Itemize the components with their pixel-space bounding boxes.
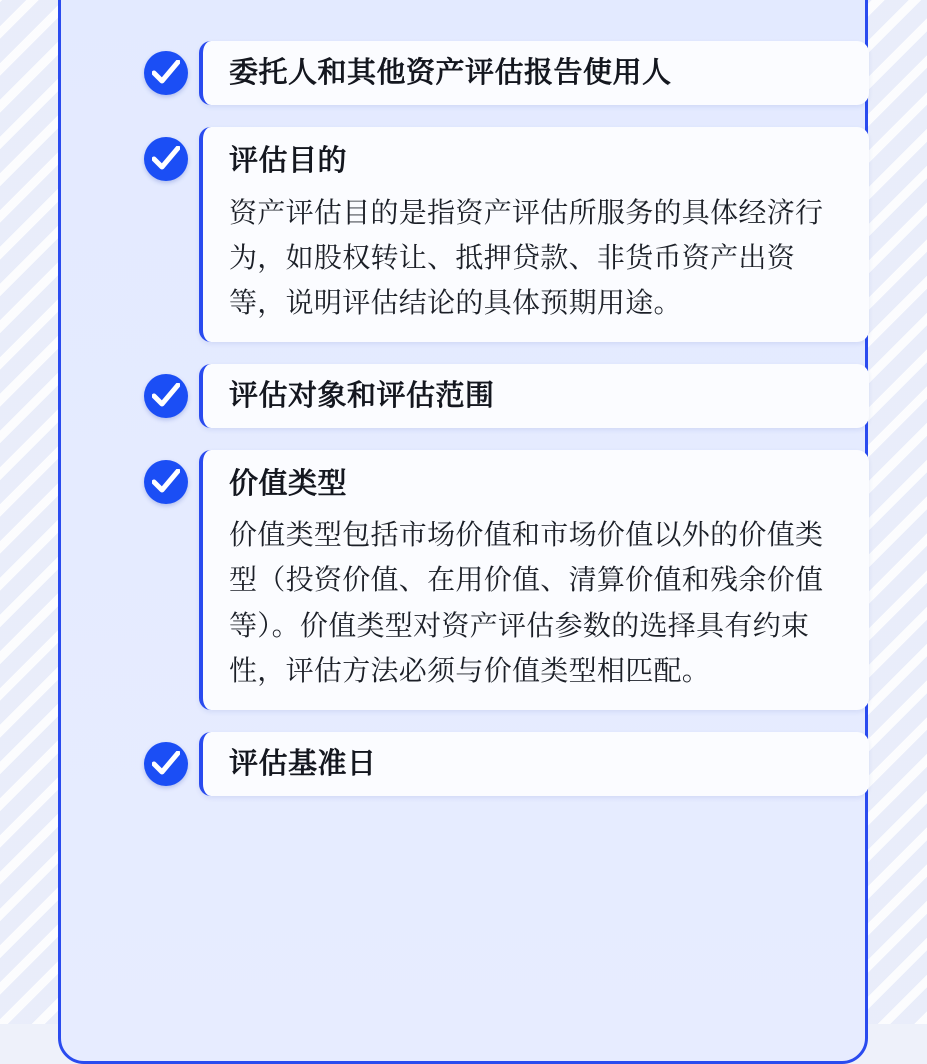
checklist (169, 41, 869, 818)
check-mark-glyph (152, 146, 180, 172)
check-circle-icon (144, 742, 188, 786)
checklist-card (199, 127, 869, 341)
checklist-card-title: 委托人和其他资产评估报告使用人 (229, 57, 672, 89)
content-pane (61, 0, 865, 1061)
check-circle-icon (144, 137, 188, 181)
checklist-card-body: 价值类型包括市场价值和市场价值以外的价值类型（投资价值、在用价值、清算价值和残余价值等）。价值类型对资产评估参数的选择具有约束性，评估方法必须与价值类型相匹配。 (229, 519, 824, 687)
check-circle-icon (144, 374, 188, 418)
checklist-card-title: 价值类型 (229, 467, 348, 500)
checklist-card (199, 732, 869, 796)
checklist-card-title: 评估对象和评估范围 (229, 379, 495, 412)
checklist-card (199, 450, 869, 710)
check-mark-glyph (152, 383, 180, 409)
list-item (169, 127, 869, 341)
check-mark-glyph (152, 751, 180, 777)
content-frame (58, 0, 868, 1064)
check-mark-glyph (152, 60, 180, 86)
checklist-card-body: 资产评估目的是指资产评估所服务的具体经济行为，如股权转让、抵押贷款、非货币资产出资等，说明评估结论的具体预期用途。 (229, 196, 824, 319)
checklist-card-title: 评估目的 (229, 145, 348, 178)
check-circle-icon (144, 51, 188, 95)
checklist-card-title: 评估基准日 (229, 747, 377, 780)
list-item (169, 450, 869, 710)
list-item (169, 732, 869, 796)
list-item (169, 41, 869, 105)
check-mark-glyph (152, 469, 180, 495)
check-circle-icon (144, 460, 188, 504)
list-item (169, 364, 869, 428)
checklist-card (199, 41, 869, 105)
checklist-card (199, 364, 869, 428)
